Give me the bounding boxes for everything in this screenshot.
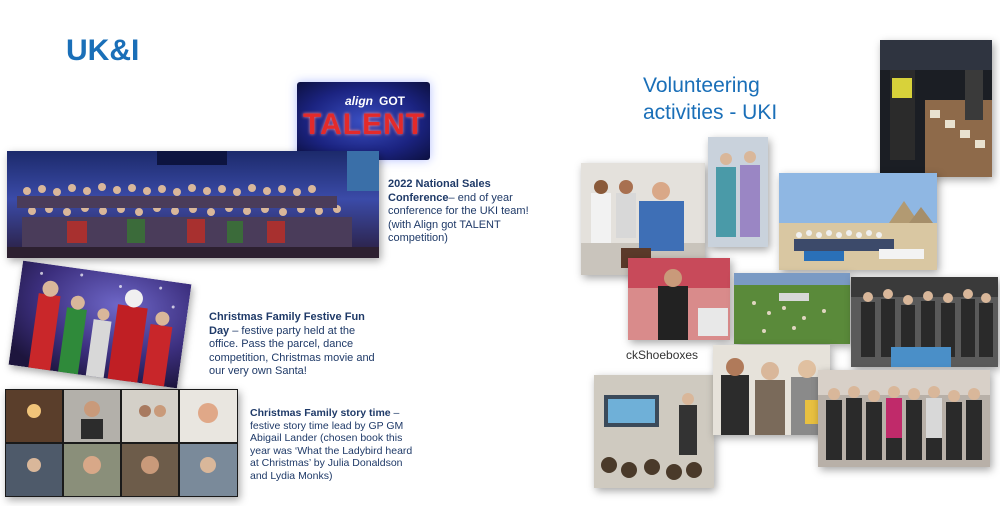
logo-got-text: GOT [379,94,405,108]
shoeboxes-label: ckShoeboxes [626,348,699,362]
volunteering-title: Volunteering activities - UKI [643,74,778,124]
volunteering-photo-classroom [594,375,714,488]
festive-day-caption-title: Christmas Family Festive Fun Day [209,311,365,337]
sales-conference-photo [7,151,379,258]
sales-conference-caption-title: 2022 National Sales Conference [388,178,491,204]
volunteering-photo-pyramids [779,173,937,270]
story-time-caption-title: Christmas Family story time [250,407,391,419]
volunteering-photo-night-stall [880,40,992,177]
volunteering-photo-medical-staff [708,137,768,247]
logo-align-text: align [345,94,374,108]
volunteering-photo-book-donation [713,345,830,435]
story-time-video-grid [5,389,238,497]
volunteering-photo-shoebox-volunteer [628,258,730,340]
align-got-talent-logo [297,82,430,160]
sales-conference-caption-text: – end of year conference for the UKI team! (with Align got TALENT competition) [388,191,529,244]
logo-talent-text: TALENT [303,108,426,141]
volunteering-photo-team-group [818,370,990,467]
page-title: UK&I [66,34,140,67]
story-time-caption-text: – festive story time lead by GP GM Abigail Lander (chosen book this year was ‘What the Ladybird heard at Christmas’ by Julia Donaldson and Lydia Monks) [250,407,413,482]
volunteering-photo-box-collection [851,277,998,367]
story-time-caption [250,407,420,482]
festive-day-caption [209,311,384,379]
volunteering-photo-park-event [734,273,850,344]
sales-conference-caption [388,178,553,246]
festive-day-photo [9,261,192,389]
festive-day-caption-text: – festive party held at the office. Pass the parcel, dance competition, Christmas movie and our very own Santa! [209,324,375,377]
